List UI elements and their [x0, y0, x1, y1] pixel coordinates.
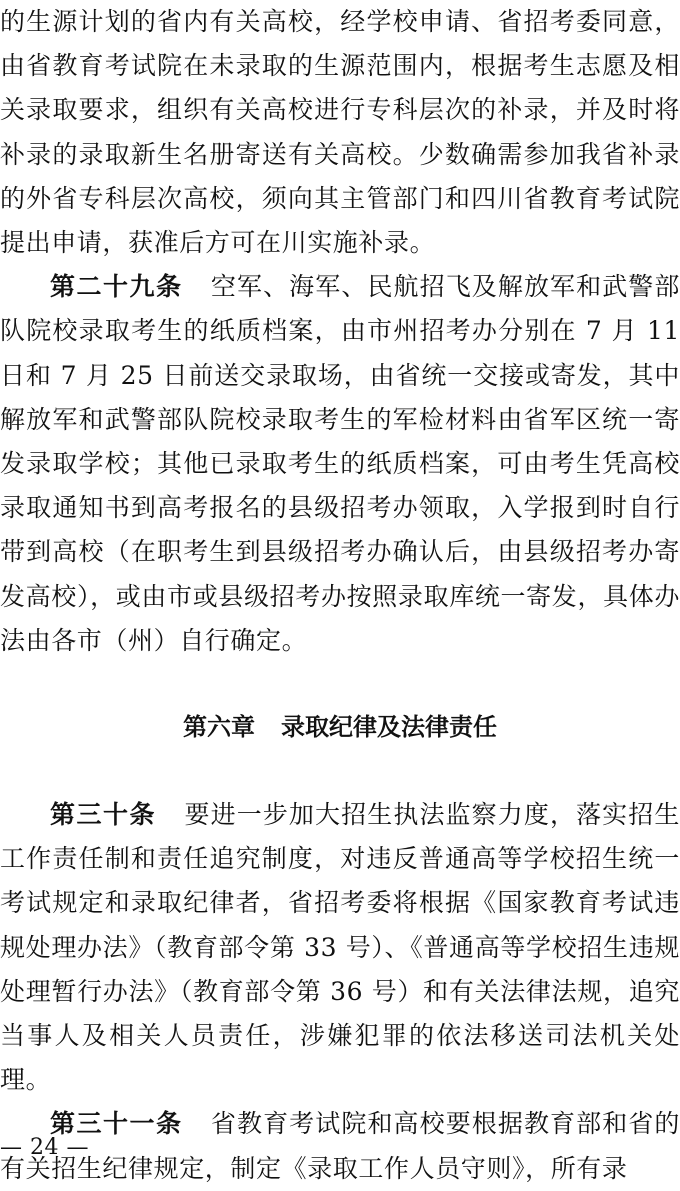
paragraph-continuation: [0, 0, 680, 265]
article-label: 第三十条: [50, 800, 157, 830]
chapter-title: 录取纪律及法律责任: [281, 713, 497, 742]
chapter-heading: [0, 705, 680, 749]
article-label: 第二十九条: [50, 272, 183, 302]
article-label: 第三十一条: [50, 1109, 183, 1139]
page-number: — 24 —: [0, 1135, 89, 1160]
article-text: 要进一步加大招生执法监察力度，落实招生工作责任制和责任追究制度，对违反普通高等学校招生统一考试规定和录取纪律者，省招考委将根据《国家教育考试违规处理办法》（教育部令第 33 号）、《普通高等学校招生违规处理暂行办法》（教育部令第 36 号）和有关法律法规，追究当事人及相关人员责任，涉嫌犯罪的依法移送司法机关处理。: [0, 800, 680, 1095]
article-30: [0, 793, 680, 1102]
article-text: 空军、海军、民航招飞及解放军和武警部队院校录取考生的纸质档案，由市州招考办分别在 7 月 11 日和 7 月 25 日前送交录取场，由省统一交接或寄发，其中解放军和武警部队院校录取考生的军检材料由省军区统一寄发录取学校；其他已录取考生的纸质档案，可由考生凭高校录取通知书到高考报名的县级招考办领取，入学报到时自行带到高校（在职考生到县级招考办确认后，由县级招考办寄发高校），或由市或县级招考办按照录取库统一寄发，具体办法由各市（州）自行确定。: [0, 272, 680, 655]
article-31: [0, 1102, 680, 1190]
chapter-number: 第六章: [183, 713, 255, 742]
paragraph-text: 的生源计划的省内有关高校，经学校申请、省招考委同意，由省教育考试院在未录取的生源范围内，根据考生志愿及相关录取要求，组织有关高校进行专科层次的补录，并及时将补录的录取新生名册寄送有关高校。少数确需参加我省补录的外省专科层次高校，须向其主管部门和四川省教育考试院提出申请，获准后方可在川实施补录。: [0, 7, 680, 258]
article-29: [0, 265, 680, 663]
article-text: 省教育考试院和高校要根据教育部和省的有关招生纪律规定，制定《录取工作人员守则》，所有录: [0, 1109, 680, 1183]
